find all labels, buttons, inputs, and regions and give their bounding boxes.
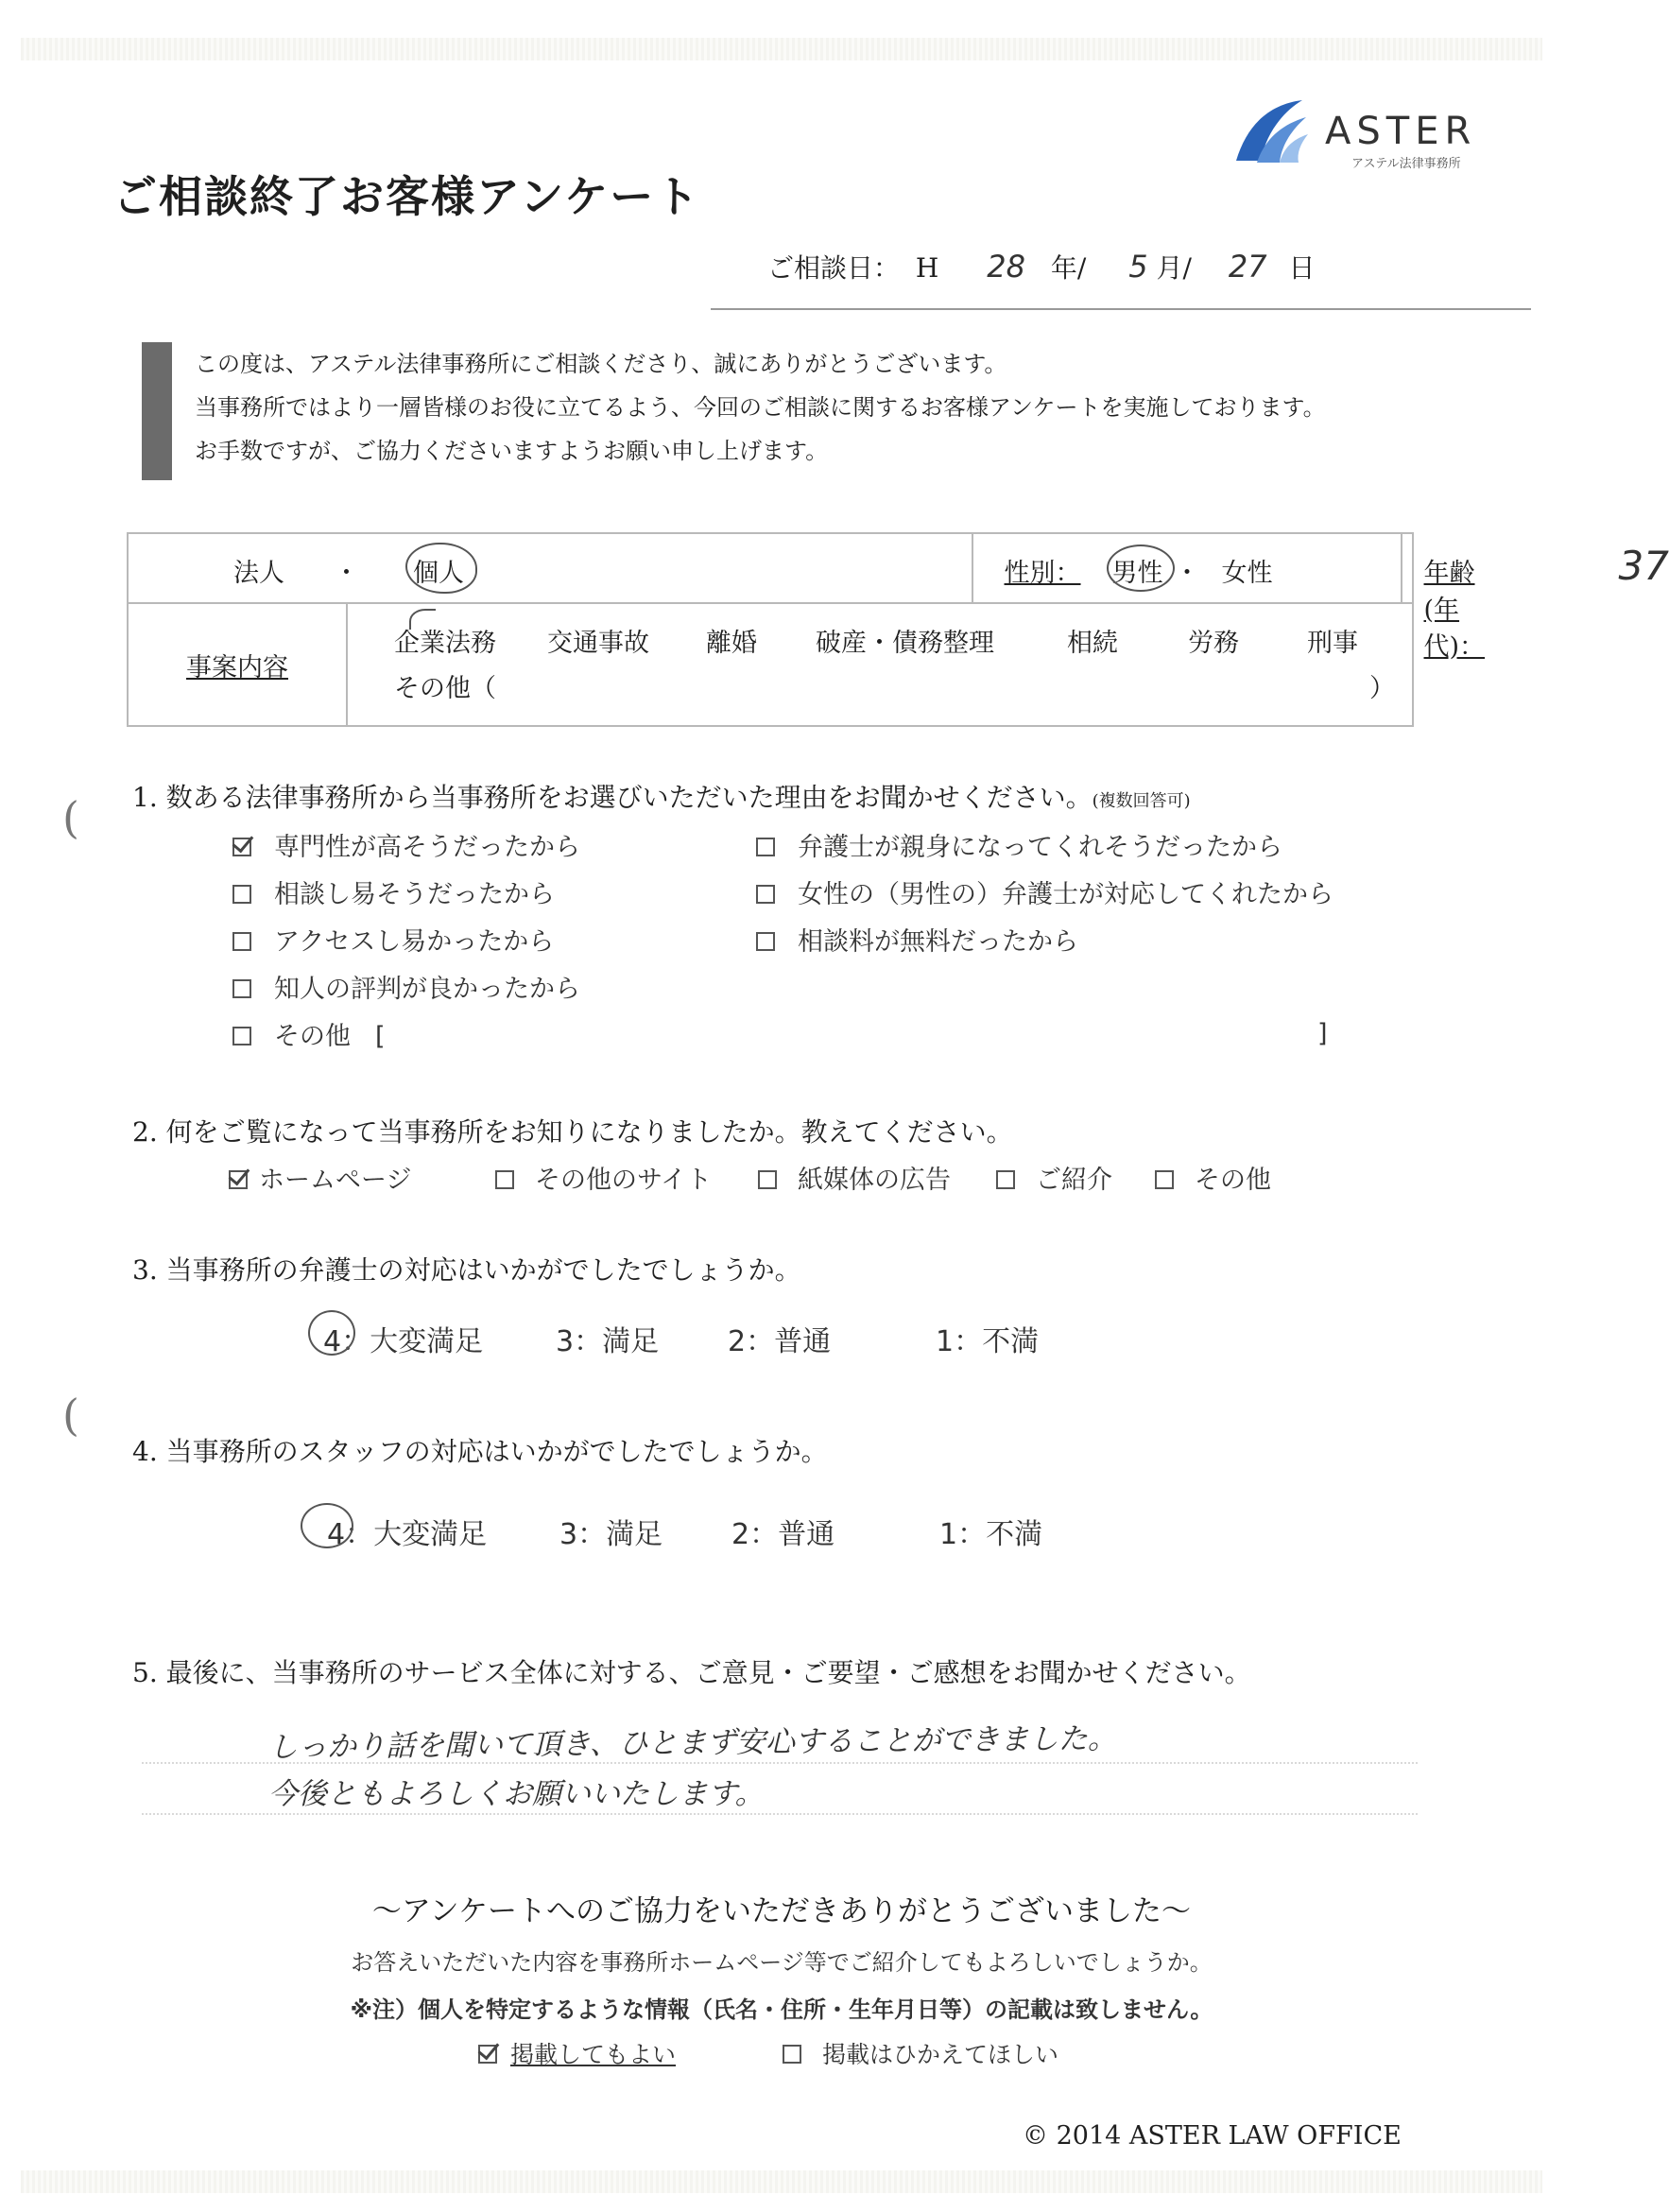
- case-label-cell: [128, 603, 347, 726]
- case-criminal[interactable]: 刑事: [1307, 629, 1358, 658]
- q3-title: 3. 当事務所の弁護士の対応はいかがでしたでしょうか。: [132, 1254, 801, 1286]
- margin-mark-q1: (: [62, 792, 79, 843]
- logo-subtitle: アステル法律事務所: [1351, 157, 1461, 171]
- case-divorce[interactable]: 離婚: [706, 629, 757, 658]
- q2-title: 2. 何をご覧になって当事務所をお知りになりましたか。教えてください。: [132, 1116, 1013, 1148]
- checkbox-checked-icon[interactable]: [232, 838, 251, 856]
- case-other-open[interactable]: その他（: [394, 674, 496, 703]
- checkbox-icon[interactable]: [756, 932, 775, 951]
- q5-answer-line-2[interactable]: 今後ともよろしくお願いいたします。: [268, 1777, 765, 1811]
- female-option[interactable]: 女性: [1221, 559, 1273, 588]
- q1-option-expertise[interactable]: [232, 826, 580, 863]
- q1-note: (複数回答可): [1092, 791, 1191, 811]
- scan-band-top: [21, 38, 1542, 60]
- intro-line-2: 当事務所ではより一層皆様のお役に立てるよう、今回のご相談に関するお客様アンケートを実施しております。: [195, 394, 1326, 421]
- q2-option-label: 紙媒体の広告: [798, 1166, 951, 1195]
- q1-option-caring-lawyer[interactable]: [756, 826, 1282, 863]
- q1-option-gender-lawyer[interactable]: [756, 873, 1333, 910]
- q2-option-label: その他: [1195, 1166, 1271, 1195]
- page-title: ご相談終了お客様アンケート: [113, 171, 701, 222]
- consult-date: [767, 248, 1315, 285]
- publish-question: お答えいただいた内容を事務所ホームページ等でご紹介してもよろしいでしょうか。: [351, 1949, 1213, 1976]
- scan-band-bottom: [21, 2170, 1542, 2193]
- individual-circle-mark: [405, 543, 477, 594]
- q3-rating-1[interactable]: 1：不満: [936, 1325, 1040, 1358]
- q3-rating-4[interactable]: 4：大変満足: [323, 1325, 484, 1358]
- q1-title-text: 1. 数ある法律事務所から当事務所をお選びいただいた理由をお聞かせください。: [132, 782, 1093, 813]
- q2-option-homepage[interactable]: [229, 1159, 411, 1196]
- client-type-cell: [128, 533, 972, 603]
- client-info-table: [127, 532, 1669, 727]
- q1-option-free-consult[interactable]: [756, 921, 1078, 958]
- gender-cell: [972, 533, 1402, 603]
- q1-option-label: 弁護士が親身になってくれそうだったから: [798, 833, 1282, 862]
- q2-option-label: ホームページ: [259, 1166, 412, 1195]
- date-era: H: [915, 252, 939, 284]
- date-month-unit: 月/: [1156, 252, 1192, 284]
- intro-text: [195, 342, 1326, 473]
- checkbox-icon[interactable]: [232, 1027, 251, 1046]
- date-month[interactable]: 5: [1128, 249, 1148, 285]
- q1-option-reputation[interactable]: [232, 968, 580, 1005]
- checkbox-checked-icon[interactable]: [229, 1170, 248, 1189]
- q2-option-label: その他のサイト: [535, 1166, 713, 1195]
- q1-option-label: 相談し易そうだったから: [274, 880, 555, 909]
- intro-sidebar: [142, 342, 172, 480]
- age-label: 年齢(年代)：: [1423, 559, 1486, 662]
- q2-option-other[interactable]: [1155, 1159, 1271, 1196]
- publish-no-option[interactable]: [783, 2036, 1058, 2070]
- q3-selection-circle-mark: [308, 1310, 355, 1356]
- q2-option-print-ad[interactable]: [758, 1159, 951, 1196]
- copyright: © 2014 ASTER LAW OFFICE: [1023, 2121, 1402, 2151]
- case-bankruptcy[interactable]: 破産・債務整理: [816, 629, 994, 658]
- q1-option-label: その他: [274, 1022, 351, 1051]
- q4-selection-circle-mark: [301, 1503, 353, 1548]
- case-corporate-check-mark: [409, 609, 436, 630]
- date-label: ご相談日：: [767, 252, 901, 284]
- q1-option-access[interactable]: [232, 921, 554, 958]
- q1-title: [132, 777, 1191, 815]
- date-year[interactable]: 28: [987, 249, 1025, 285]
- male-option[interactable]: 男性: [1111, 559, 1163, 588]
- checkbox-icon[interactable]: [1155, 1170, 1174, 1189]
- answer-rule-1: [142, 1762, 1418, 1764]
- q4-rating-3[interactable]: 3：満足: [559, 1518, 663, 1551]
- date-underline: [711, 308, 1531, 310]
- date-year-unit: 年/: [1050, 252, 1087, 284]
- checkbox-icon[interactable]: [758, 1170, 777, 1189]
- case-inheritance[interactable]: 相続: [1067, 629, 1118, 658]
- logo-name: ASTER: [1325, 110, 1477, 153]
- q2-option-referral[interactable]: [996, 1159, 1112, 1196]
- q1-bracket-open: [: [375, 1022, 386, 1051]
- separator-dot: ・: [1174, 559, 1200, 588]
- male-circle-mark: [1107, 544, 1175, 592]
- checkbox-icon[interactable]: [232, 979, 251, 998]
- checkbox-icon[interactable]: [756, 838, 775, 856]
- date-day[interactable]: 27: [1228, 249, 1267, 285]
- q3-rating-2[interactable]: 2：普通: [728, 1325, 832, 1358]
- checkbox-icon[interactable]: [756, 885, 775, 904]
- q1-option-label: 女性の（男性の）弁護士が対応してくれたから: [798, 880, 1333, 909]
- publish-no-label: 掲載はひかえてほしい: [822, 2041, 1059, 2068]
- date-day-unit: 日: [1288, 252, 1316, 284]
- checkbox-icon[interactable]: [495, 1170, 514, 1189]
- q2-option-label: ご紹介: [1036, 1166, 1112, 1195]
- case-types-cell: [347, 603, 1413, 726]
- privacy-note: ※注）個人を特定するような情報（氏名・住所・生年月日等）の記載は致しません。: [350, 1996, 1213, 2023]
- case-labor[interactable]: 労務: [1188, 629, 1239, 658]
- intro-line-3: お手数ですが、ご協力くださいますようお願い申し上げます。: [195, 438, 829, 464]
- q4-rating-1[interactable]: 1：不満: [939, 1518, 1043, 1551]
- checkbox-icon[interactable]: [232, 885, 251, 904]
- case-corporate-law[interactable]: 企業法務: [394, 629, 496, 658]
- margin-mark-q4: (: [62, 1390, 79, 1441]
- q5-title: 5. 最後に、当事務所のサービス全体に対する、ご意見・ご要望・ご感想をお聞かせください。: [132, 1657, 1251, 1688]
- separator-dot: ・: [334, 559, 359, 588]
- q2-option-other-site[interactable]: [495, 1159, 712, 1196]
- q1-option-easy-consult[interactable]: [232, 873, 555, 910]
- corporate-option[interactable]: 法人: [233, 559, 284, 588]
- checkbox-checked-icon[interactable]: [478, 2045, 497, 2064]
- publish-yes-label: 掲載してもよい: [510, 2041, 677, 2068]
- checkbox-icon[interactable]: [996, 1170, 1015, 1189]
- q1-bracket-close: ]: [1317, 1019, 1328, 1048]
- case-traffic-accident[interactable]: 交通事故: [547, 629, 649, 658]
- q3-rating-3[interactable]: 3：満足: [556, 1325, 660, 1358]
- logo: [1229, 95, 1503, 180]
- thanks-message: ～アンケートへのご協力をいただきありがとうございました～: [371, 1894, 1192, 1928]
- q4-rating-4[interactable]: 4：大変満足: [327, 1518, 488, 1551]
- q1-option-label: 相談料が無料だったから: [798, 927, 1078, 957]
- q1-option-label: 専門性が高そうだったから: [274, 833, 580, 862]
- answer-rule-2: [142, 1813, 1418, 1815]
- q5-answer-line-1[interactable]: しっかり話を聞いて頂き、ひとまず安心することができました。: [267, 1721, 1117, 1765]
- checkbox-icon[interactable]: [232, 932, 251, 951]
- q4-rating-2[interactable]: 2：普通: [731, 1518, 835, 1551]
- case-other-close: ）: [1369, 674, 1395, 703]
- q4-title: 4. 当事務所のスタッフの対応はいかがでしたでしょうか。: [132, 1436, 828, 1467]
- q1-option-label: 知人の評判が良かったから: [274, 975, 580, 1004]
- checkbox-icon[interactable]: [783, 2045, 801, 2064]
- age-value[interactable]: 37: [1618, 543, 1669, 589]
- q1-option-other[interactable]: [232, 1015, 386, 1052]
- q1-option-label: アクセスし易かったから: [274, 927, 555, 957]
- logo-mark-icon: [1229, 95, 1319, 170]
- intro-line-1: この度は、アステル法律事務所にご相談くださり、誠にありがとうございます。: [195, 351, 1007, 377]
- gender-label: 性別：: [1004, 559, 1081, 588]
- publish-yes-option[interactable]: [478, 2036, 676, 2070]
- individual-option[interactable]: 個人: [413, 559, 464, 588]
- case-label: 事案内容: [186, 652, 288, 683]
- age-cell: [1402, 533, 1669, 662]
